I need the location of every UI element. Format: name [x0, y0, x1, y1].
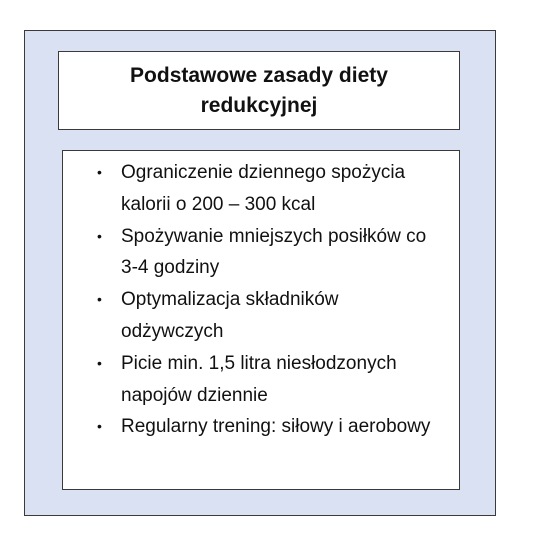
bullet-dot-icon: • [97, 164, 102, 180]
bullet-dot-icon: • [97, 227, 102, 244]
rule-text: Picie min. 1,5 litra niesłodzonych napojów dziennie [121, 352, 397, 406]
bullet-dot-icon: • [97, 418, 102, 435]
rule-text: Optymalizacja składników odżywczych [121, 289, 339, 342]
rule-item [93, 221, 443, 285]
title-box [58, 51, 460, 130]
diagram-title-line-1: Podstawowe zasady diety [130, 63, 388, 87]
rule-item [93, 411, 443, 443]
rules-box [62, 150, 460, 490]
rule-text: Ograniczenie dziennego spożycia kalorii o 200 – 300 kcal [121, 162, 406, 215]
rules-list [93, 157, 443, 443]
rule-text: Spożywanie mniejszych posiłków co 3-4 godziny [121, 225, 427, 279]
rule-item [93, 284, 443, 348]
rule-item [93, 348, 443, 412]
diagram-title [129, 61, 389, 121]
bullet-dot-icon: • [97, 291, 102, 308]
diagram-title-line-2: redukcyjnej [200, 93, 318, 117]
rule-text: Regularny trening: siłowy i aerobowy [121, 416, 431, 438]
rule-item [93, 157, 443, 221]
bullet-dot-icon: • [97, 354, 102, 371]
